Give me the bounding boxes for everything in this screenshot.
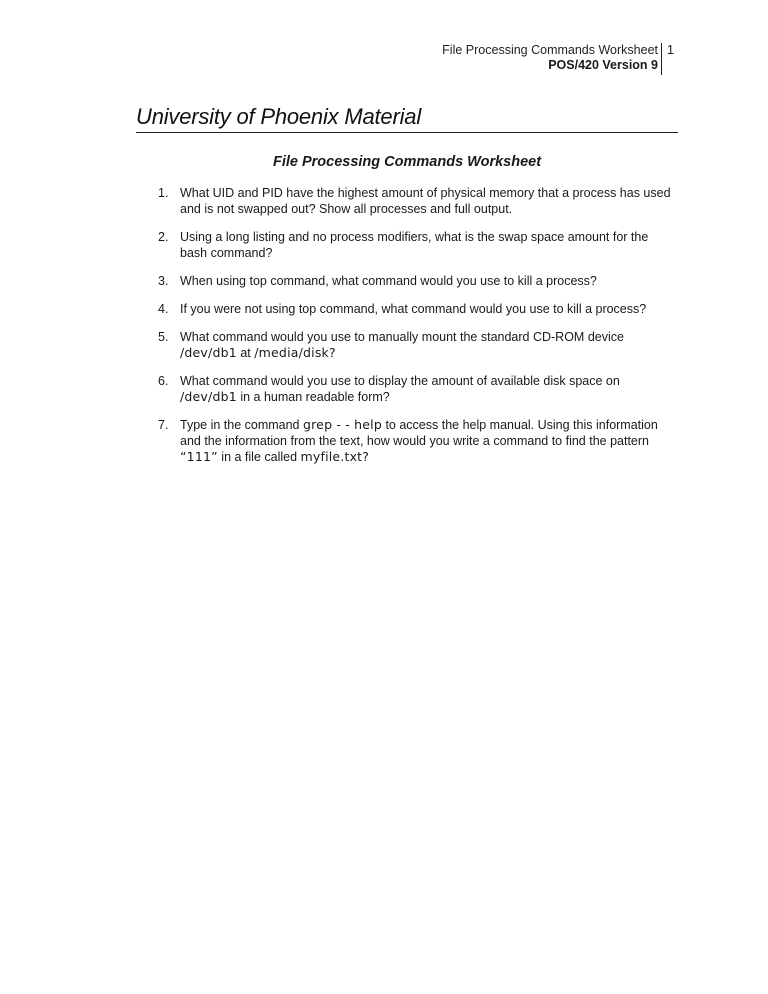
question-number: 3. (158, 274, 169, 288)
header-course: POS/420 Version 9 (548, 58, 658, 72)
question-text: What command would you use to display the amount of available disk space on (180, 374, 620, 388)
question-4 (150, 301, 678, 317)
code-filename: myfile.txt? (300, 449, 370, 464)
question-text: Using a long listing and no process modifiers, what is the swap space amount for the bash command? (180, 230, 649, 260)
question-text: in a file called (217, 450, 301, 464)
code-mount-point: /media/disk? (254, 345, 336, 360)
question-6 (150, 373, 678, 405)
question-text: to access the help manual. Using this information and the information from the text, how would you write a command to find the pattern (180, 418, 658, 448)
worksheet-title: File Processing Commands Worksheet (272, 154, 542, 170)
question-number: 6. (158, 374, 169, 388)
question-list (150, 185, 678, 477)
question-number: 5. (158, 330, 169, 344)
page-number: 1 (667, 43, 674, 57)
page-header (442, 43, 658, 73)
question-number: 7. (158, 418, 169, 432)
question-3 (150, 273, 678, 289)
code-device: /dev/db1 (180, 389, 237, 404)
question-text: at (236, 346, 255, 360)
question-text: What command would you use to manually mount the standard CD-ROM device (180, 330, 624, 344)
code-grep-help: grep - - help (302, 417, 382, 432)
question-text: When using top command, what command would you use to kill a process? (180, 274, 597, 288)
title-underline (136, 132, 678, 133)
question-number: 2. (158, 230, 169, 244)
question-1 (150, 185, 678, 217)
header-divider (661, 43, 662, 75)
question-5 (150, 329, 678, 361)
question-7 (150, 417, 678, 465)
code-device: /dev/db1 (180, 345, 237, 360)
question-2 (150, 229, 678, 261)
question-text: Type in the command (180, 418, 303, 432)
code-pattern: “111” (180, 449, 218, 464)
question-number: 4. (158, 302, 169, 316)
question-text: What UID and PID have the highest amount of physical memory that a process has used and is not swapped out? Show all processes and full output. (180, 186, 671, 216)
material-title: University of Phoenix Material (136, 104, 422, 129)
question-text: in a human readable form? (236, 390, 390, 404)
question-text: If you were not using top command, what command would you use to kill a process? (180, 302, 647, 316)
question-number: 1. (158, 186, 169, 200)
header-doc-title: File Processing Commands Worksheet (442, 43, 658, 57)
